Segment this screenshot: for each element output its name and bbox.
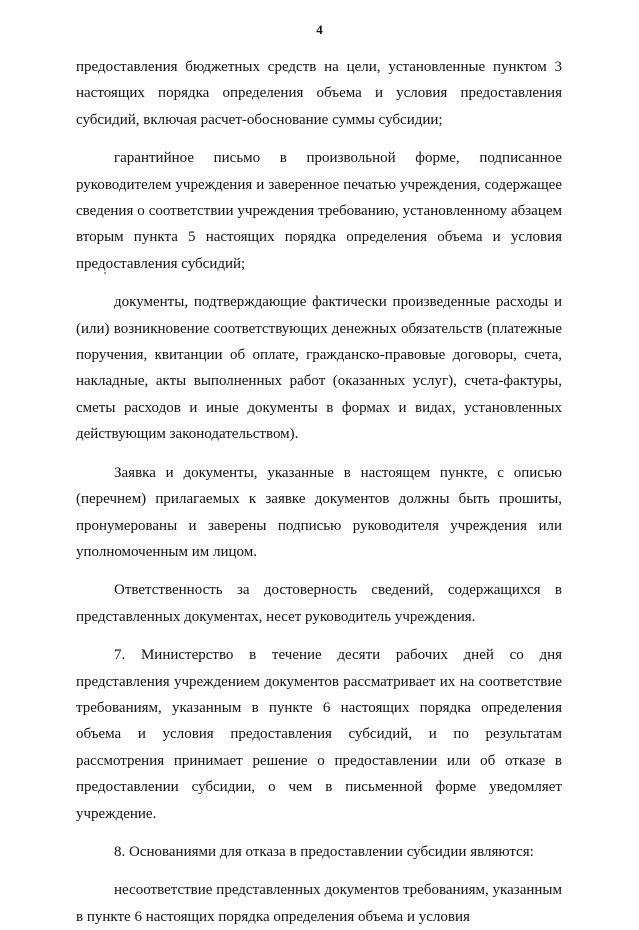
paragraph-expense-documents: документы, подтверждающие фактически произведенные расходы и (или) возникновение соответствующих денежных обязательств (платежные поручения, квитанции об оплате, гражданско-правовые договоры, счета, накладные, акты выполненных работ (оказанных услуг), счета-фактуры, сметы расходов и иные документы в формах и видах, установленных действующим законодательством). bbox=[76, 294, 562, 443]
document-body bbox=[76, 54, 562, 930]
paragraph-item-8: 8. Основаниями для отказа в предоставлении субсидии являются: bbox=[114, 843, 534, 860]
paragraph-item-7: 7. Министерство в течение десяти рабочих дней со дня представления учреждением документов рассматривает их на соответствие требованиям, указанным в пункте 6 настоящих порядка определения объема и условия предоставления субсидий, и по результатам рассмотрения принимает решение о предоставлении или об отказе в предоставлении субсидии, о чем в письменной форме уведомляет учреждение. bbox=[76, 647, 562, 822]
paragraph-application-binding: Заявка и документы, указанные в настоящем пункте, с описью (перечнем) прилагаемых к заявке документов должны быть прошиты, пронумерованы и заверены подписью руководителя учреждения или уполномоченным им лицом. bbox=[76, 464, 562, 560]
paragraph-guarantee-letter: гарантийное письмо в произвольной форме, подписанное руководителем учреждения и заверенное печатью учреждения, содержащее сведения о соответствии учреждения требованию, установленному абзацем вторым пункта 5 настоящих порядка определения объема и условия предоставления субсидий; bbox=[76, 150, 562, 272]
page-number: 4 bbox=[316, 22, 323, 37]
paragraph-continuation: предоставления бюджетных средств на цели, установленные пунктом 3 настоящих порядка определения объема и условия предоставления субсидий, включая расчет-обоснование суммы субсидии; bbox=[76, 59, 562, 128]
paragraph-responsibility: Ответственность за достоверность сведений, содержащихся в представленных документах, несет руководитель учреждения. bbox=[76, 582, 562, 625]
paragraph-nonconformity: несоответствие представленных документов требованиям, указанным в пункте 6 настоящих порядка определения объема и условия bbox=[76, 882, 562, 925]
scan-artifact bbox=[104, 272, 106, 274]
